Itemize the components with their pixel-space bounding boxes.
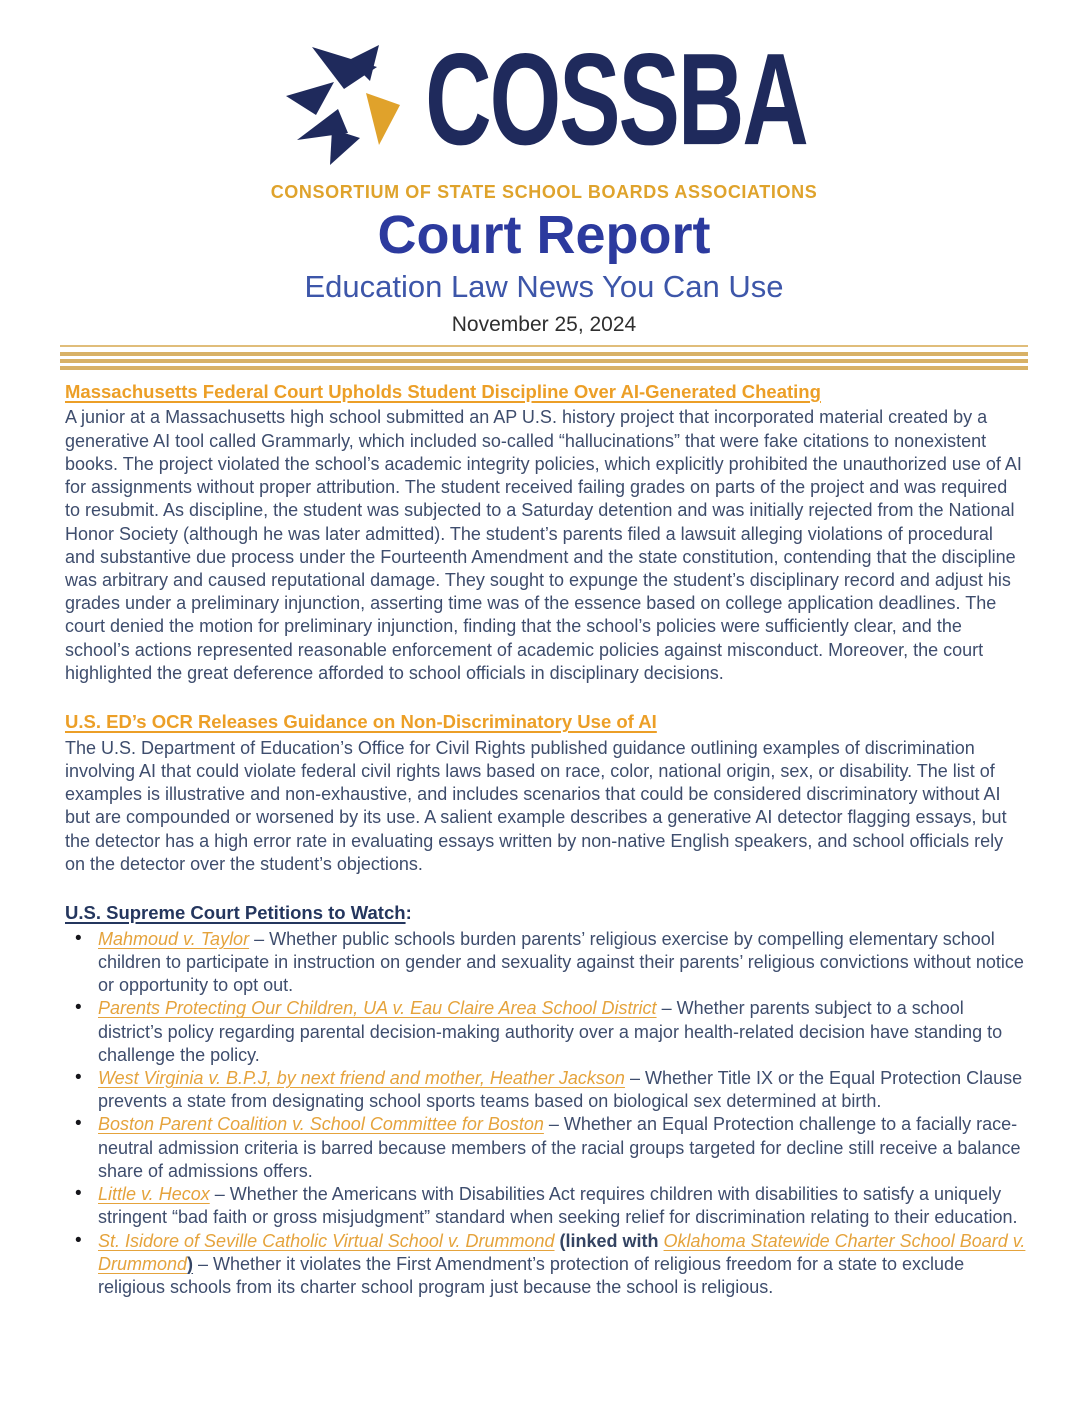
close-paren: ) [187,1253,194,1274]
divider-line [60,359,1028,363]
list-item [65,1230,1026,1300]
article-ma-ai-cheating [65,380,1026,685]
page-title: Court Report [377,205,711,265]
case-summary: – Whether public schools burden parents’ religious exercise by compelling elementary school children to participate in instruction on gender and sexuality against their parents’ religious convictions without notice or opportunity to opt out. [98,928,1024,996]
article-body: The U.S. Department of Education’s Office for Civil Rights published guidance outlining examples of discrimination involving AI that could violate federal civil rights laws based on race, color, national origin, sex, or disability. The list of examples is illustrative and non-exhaustive, and includes scenarios that could be considered discriminatory without AI but are compounded or worsened by its use. A salient example describes a generative AI detector flagging essays, but the detector has a high error rate in evaluating essays written by non-native English speakers, and school officials rely on the detector over the student’s objections. [65,737,1007,874]
list-item [65,1183,1026,1229]
article-heading-link[interactable]: U.S. ED’s OCR Releases Guidance on Non-Discriminatory Use of AI [65,711,657,733]
case-summary: – Whether Title IX or the Equal Protection Clause prevents a state from designating school sports teams based on biological sex determined at birth. [98,1068,1023,1112]
divider [60,345,1028,370]
case-link[interactable]: West Virginia v. B.P.J, by next friend and mother, Heather Jackson [98,1068,625,1089]
divider-line [60,345,1028,347]
list-item [65,997,1026,1067]
article-ocr-ai-guidance [65,710,1026,876]
watchlist-heading-colon: : [405,902,412,924]
list-item [65,1113,1026,1183]
page-subtitle: Education Law News You Can Use [304,268,784,304]
issue-date: November 25, 2024 [451,312,637,336]
case-summary: – Whether an Equal Protection challenge to a facially race-neutral admission criteria is barred because members of the racial groups targeted for decline still receive a balance share of admissions offers. [98,1114,1021,1181]
cossba-star-icon [281,41,423,167]
case-link[interactable]: St. Isidore of Seville Catholic Virtual School v. Drummond [98,1230,555,1251]
case-link[interactable]: Little v. Hecox [98,1184,210,1205]
article-body: A junior at a Massachusetts high school submitted an AP U.S. history project that incorporated material created by a generative AI tool called Grammarly, which included so-called “hallucinations” that were fake citations to nonexistent books. The project violated the school’s academic integrity policies, which explicitly prohibited the unauthorized use of AI for assignments without proper attribution. The student received failing grades on parts of the project and was required to resubmit. As discipline, the student was subjected to a Saturday detention and was initially rejected from the National Honor Society (although he was later admitted). The student’s parents filed a lawsuit alleging violations of procedural and substantive due process under the Fourteenth Amendment and the state constitution, contending that the discipline was arbitrary and caused reputational damage. They sought to expunge the student’s disciplinary record and adjust his grades under a preliminary injunction, asserting time was of the essence based on college application deadlines. The court denied the motion for preliminary injunction, finding that the school’s policies were sufficiently clear, and the school’s actions represented reasonable enforcement of academic policies against misconduct. Moreover, the court highlighted the great deference afforded to school officials in disciplinary decisions. [65,407,1022,683]
scotus-watchlist-section [65,901,1026,1299]
article-heading-link[interactable]: Massachusetts Federal Court Upholds Student Discipline Over AI-Generated Cheating [65,380,821,402]
case-link[interactable]: Oklahoma Statewide Charter School Board v. Drummond [98,1230,1026,1274]
watchlist [65,928,1026,1300]
watchlist-heading-text: U.S. Supreme Court Petitions to Watch [65,902,406,924]
cossba-logo [0,27,1088,173]
content [0,370,1088,1299]
divider-line [60,352,1028,356]
cossba-logo-text: COSSBA [425,27,807,173]
list-item [65,928,1026,998]
masthead [0,0,1088,337]
case-summary: – Whether parents subject to a school district’s policy regarding parental decision-making authority over a major health-related decision have standing to challenge the policy. [98,998,1003,1065]
case-summary: – Whether the Americans with Disabilities Act requires children with disabilities to satisfy a uniquely stringent “bad faith or gross misjudgment” standard when seeking relief for discrimination relating to their education. [98,1184,1018,1228]
linked-with-label: (linked with [554,1230,664,1251]
case-link[interactable]: Parents Protecting Our Children, UA v. Eau Claire Area School District [98,998,657,1019]
list-item [65,1067,1026,1113]
watchlist-heading [65,901,1026,925]
logo-tagline: CONSORTIUM OF STATE SCHOOL BOARDS ASSOCIATIONS [270,182,818,202]
case-summary: – Whether it violates the First Amendment’s protection of religious freedom for a state to exclude religious schools from its charter school program just because the school is religious. [98,1253,965,1298]
case-link[interactable]: Mahmoud v. Taylor [98,928,250,949]
case-link[interactable]: Boston Parent Coalition v. School Committee for Boston [98,1114,544,1135]
